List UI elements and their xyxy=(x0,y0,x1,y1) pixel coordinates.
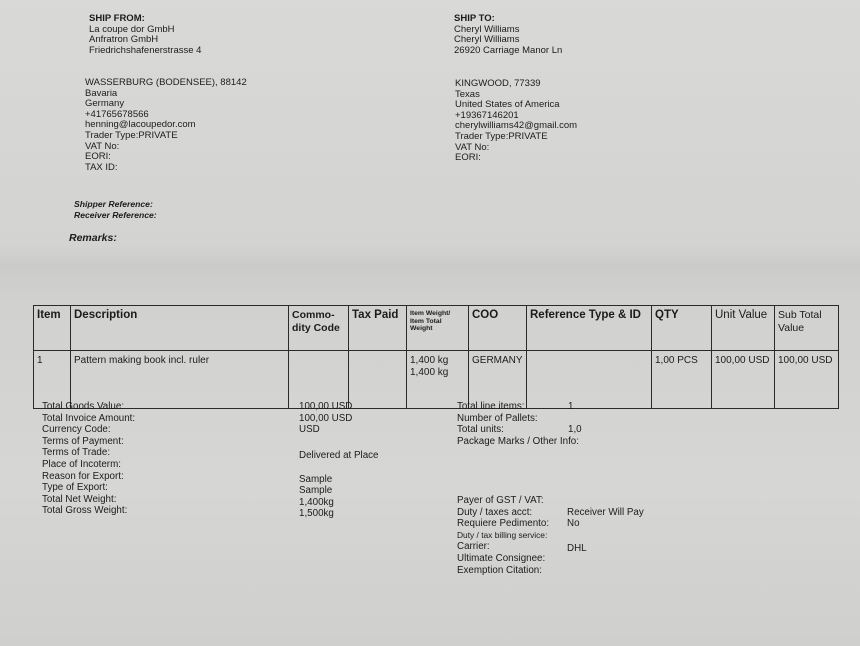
cell-item-weight: 1,400 kg xyxy=(410,355,449,366)
summary-label: Terms of Trade: xyxy=(42,447,111,459)
ship-from-email: henning@lacoupedor.com xyxy=(85,119,196,131)
summary-value xyxy=(568,436,582,448)
summary-left-labels xyxy=(42,401,135,517)
summary-value: USD xyxy=(299,424,320,436)
summary-label: Requiere Pedimento: xyxy=(457,518,550,530)
ship-to-city: KINGWOOD, 77339 xyxy=(455,78,541,89)
summary-value: Sample xyxy=(299,473,333,485)
cell-qty: 1,00 PCS xyxy=(652,351,712,409)
ship-to-email: cherylwilliams42@gmail.com xyxy=(455,120,578,132)
col-header-commodity-code: Commo-dity Code xyxy=(289,306,349,351)
summary-value: 100,00 USD xyxy=(299,401,353,412)
ship-from-state: Bavaria xyxy=(85,87,118,99)
shipper-reference-label: Shipper Reference: xyxy=(74,199,153,209)
cell-tax-paid xyxy=(349,351,407,409)
ship-to-line: Cheryl Williams xyxy=(454,23,520,35)
summary-label: Place of Incoterm: xyxy=(42,458,121,470)
col-header-qty: QTY xyxy=(652,306,712,351)
summary-right-bottom-values xyxy=(567,495,644,578)
ship-from-vat: VAT No: xyxy=(85,140,120,152)
cell-item: 1 xyxy=(34,351,71,409)
cell-description: Pattern making book incl. ruler xyxy=(71,351,289,409)
cell-unit-value: 100,00 USD xyxy=(712,351,775,409)
summary-value: 1,400kg xyxy=(299,496,334,508)
summary-label: Total line items: xyxy=(457,401,525,412)
col-header-tax-paid: Tax Paid xyxy=(349,306,407,351)
summary-label: Terms of Payment: xyxy=(42,435,124,447)
summary-label: Ultimate Consignee: xyxy=(457,552,546,564)
summary-value xyxy=(567,495,644,507)
ship-from-phone: +41765678566 xyxy=(85,108,149,120)
ship-to-line: 26920 Carriage Manor Ln xyxy=(454,44,563,56)
summary-label: Reason for Export: xyxy=(42,470,124,482)
ship-to-address-block xyxy=(455,79,577,164)
summary-left-values xyxy=(299,401,379,520)
summary-value: Sample xyxy=(299,485,333,497)
summary-value xyxy=(567,555,644,567)
summary-value xyxy=(567,530,644,542)
summary-value: 1,500kg xyxy=(299,508,334,520)
cell-commodity-code xyxy=(289,351,349,409)
ship-to-line: Cheryl Williams xyxy=(454,34,520,46)
references-block xyxy=(74,199,157,220)
summary-value: DHL xyxy=(567,543,587,555)
summary-label: Total Invoice Amount: xyxy=(42,412,136,424)
ship-from-line: Friedrichshafenerstrasse 4 xyxy=(89,44,202,56)
summary-label: Total Goods Value: xyxy=(42,401,125,412)
remarks-label: Remarks: xyxy=(69,232,117,244)
summary-value xyxy=(568,413,582,425)
summary-label: Carrier: xyxy=(457,541,490,553)
cell-reference-type xyxy=(527,351,652,409)
summary-label: Total Net Weight: xyxy=(42,493,117,505)
summary-right-top-values xyxy=(568,401,582,447)
cell-coo: GERMANY xyxy=(469,351,527,409)
col-header-description: Description xyxy=(71,306,289,351)
items-table xyxy=(33,305,839,409)
ship-to-state: Texas xyxy=(455,88,480,100)
summary-label: Type of Export: xyxy=(42,482,108,494)
col-header-item-weight: Item Weight/ Item Total Weight xyxy=(407,306,469,351)
col-header-unit-value: Unit Value xyxy=(712,306,775,351)
summary-value: Receiver Will Pay xyxy=(567,506,644,518)
ship-from-heading: SHIP FROM: xyxy=(89,13,145,24)
summary-label: Number of Pallets: xyxy=(457,412,538,424)
summary-value xyxy=(299,462,379,474)
summary-label: Duty / tax billing service: xyxy=(457,529,548,540)
ship-from-address-block xyxy=(85,78,247,173)
summary-label: Total Gross Weight: xyxy=(42,505,128,517)
table-row xyxy=(34,351,839,409)
ship-to-eori: EORI: xyxy=(455,152,481,164)
ship-from-block xyxy=(89,14,201,56)
summary-label: Currency Code: xyxy=(42,424,111,436)
summary-value xyxy=(567,567,644,579)
ship-to-vat: VAT No: xyxy=(455,141,490,153)
ship-from-city: WASSERBURG (BODENSEE), 88142 xyxy=(85,77,247,88)
summary-right-top-labels xyxy=(457,401,579,447)
summary-label: Package Marks / Other Info: xyxy=(457,435,579,447)
col-header-reference-type: Reference Type & ID xyxy=(527,306,652,351)
ship-from-eori: EORI: xyxy=(85,151,111,163)
summary-right-bottom-labels xyxy=(457,495,549,576)
col-header-coo: COO xyxy=(469,306,527,351)
ship-to-phone: +19367146201 xyxy=(455,109,519,121)
ship-to-trader-type: Trader Type:PRIVATE xyxy=(455,130,548,142)
cell-total-weight: 1,400 kg xyxy=(410,367,449,378)
summary-value xyxy=(299,436,379,448)
summary-value: 1,0 xyxy=(568,424,582,436)
ship-from-line: Anfratron GmbH xyxy=(89,34,159,46)
cell-weight xyxy=(407,351,469,409)
summary-value: 100,00 USD xyxy=(299,412,353,424)
ship-to-block xyxy=(454,14,562,56)
summary-value: No xyxy=(567,518,580,530)
summary-label: Payer of GST / VAT: xyxy=(457,495,544,506)
summary-value: 1 xyxy=(568,401,574,412)
summary-label: Exemption Citation: xyxy=(457,564,542,576)
cell-subtotal-value: 100,00 USD xyxy=(775,351,839,409)
ship-from-line: La coupe dor GmbH xyxy=(89,23,175,35)
table-header-row xyxy=(34,306,839,351)
summary-label: Total units: xyxy=(457,424,504,436)
ship-to-heading: SHIP TO: xyxy=(454,13,495,24)
ship-from-country: Germany xyxy=(85,98,125,110)
summary-label: Duty / taxes acct: xyxy=(457,506,533,518)
ship-from-taxid: TAX ID: xyxy=(85,161,118,173)
summary-value: Delivered at Place xyxy=(299,450,379,462)
col-header-item: Item xyxy=(34,306,71,351)
ship-to-country: United States of America xyxy=(455,99,560,111)
col-header-subtotal-value: Sub Total Value xyxy=(775,306,839,351)
ship-from-trader-type: Trader Type:PRIVATE xyxy=(85,129,178,141)
receiver-reference-label: Receiver Reference: xyxy=(74,209,157,220)
